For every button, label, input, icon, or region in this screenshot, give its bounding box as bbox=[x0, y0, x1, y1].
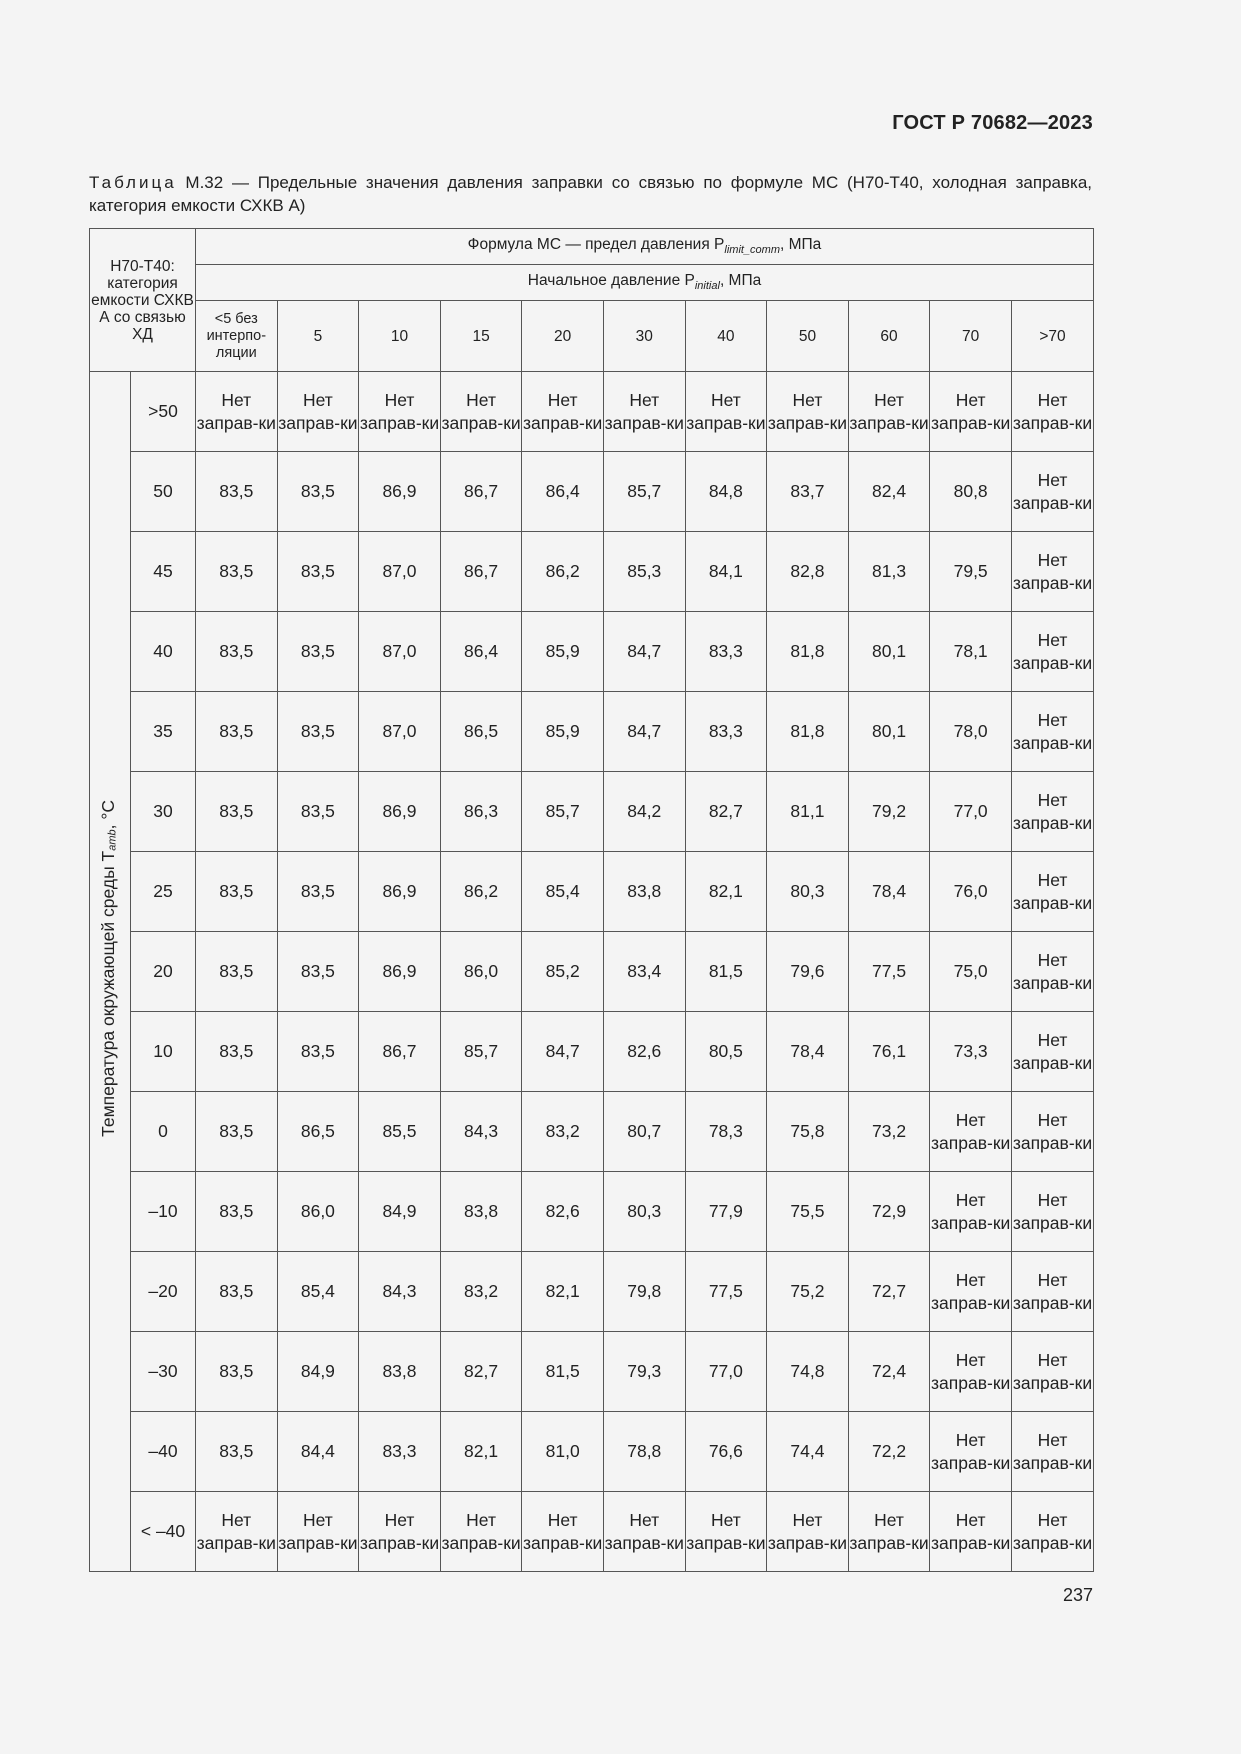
table-row bbox=[90, 452, 1094, 532]
table-cell: 87,0 bbox=[359, 612, 441, 692]
table-cell: 86,5 bbox=[440, 692, 522, 772]
column-header: 40 bbox=[685, 301, 767, 372]
table-cell: 80,5 bbox=[685, 1012, 767, 1092]
column-header: 30 bbox=[603, 301, 685, 372]
column-header: 20 bbox=[522, 301, 604, 372]
table-row bbox=[90, 372, 1094, 452]
table-cell: 82,7 bbox=[440, 1332, 522, 1412]
row-temperature: –40 bbox=[131, 1412, 196, 1492]
table-cell: 85,5 bbox=[359, 1092, 441, 1172]
table-cell: 84,7 bbox=[522, 1012, 604, 1092]
table-cell: Нет заправ-ки bbox=[196, 1492, 278, 1572]
table-cell: 83,5 bbox=[196, 1252, 278, 1332]
table-cell: 84,3 bbox=[440, 1092, 522, 1172]
table-cell: 85,9 bbox=[522, 612, 604, 692]
table-cell: 86,4 bbox=[522, 452, 604, 532]
table-cell: Нет заправ-ки bbox=[1011, 1012, 1093, 1092]
column-header: 5 bbox=[277, 301, 359, 372]
table-row bbox=[90, 612, 1094, 692]
table-cell: 75,2 bbox=[767, 1252, 849, 1332]
table-cell: Нет заправ-ки bbox=[603, 1492, 685, 1572]
row-temperature: 25 bbox=[131, 852, 196, 932]
table-cell: 78,1 bbox=[930, 612, 1012, 692]
table-cell: 81,3 bbox=[848, 532, 930, 612]
caption-text: М.32 — Предельные значения давления заправки со связью по формуле МС (Н70-Т40, холодная заправка, категория емкости СХКВ А) bbox=[89, 173, 1092, 215]
table-cell: 78,3 bbox=[685, 1092, 767, 1172]
table-row bbox=[90, 532, 1094, 612]
table-cell: 84,7 bbox=[603, 612, 685, 692]
table-cell: 85,7 bbox=[522, 772, 604, 852]
row-temperature: –30 bbox=[131, 1332, 196, 1412]
table-cell: 82,7 bbox=[685, 772, 767, 852]
table-cell: 81,0 bbox=[522, 1412, 604, 1492]
table-cell: 76,1 bbox=[848, 1012, 930, 1092]
table-cell: 86,9 bbox=[359, 772, 441, 852]
column-header: 70 bbox=[930, 301, 1012, 372]
table-cell: 86,4 bbox=[440, 612, 522, 692]
column-header: 15 bbox=[440, 301, 522, 372]
table-cell: 85,4 bbox=[522, 852, 604, 932]
table-cell: 80,3 bbox=[603, 1172, 685, 1252]
table-cell: 83,5 bbox=[196, 532, 278, 612]
table-cell: Нет заправ-ки bbox=[848, 1492, 930, 1572]
row-temperature: 35 bbox=[131, 692, 196, 772]
row-temperature: 45 bbox=[131, 532, 196, 612]
table-cell: 86,3 bbox=[440, 772, 522, 852]
table-cell: 77,5 bbox=[685, 1252, 767, 1332]
table-cell: 72,9 bbox=[848, 1172, 930, 1252]
table-cell: 82,4 bbox=[848, 452, 930, 532]
table-cell: Нет заправ-ки bbox=[1011, 772, 1093, 852]
row-temperature: 30 bbox=[131, 772, 196, 852]
column-header: 50 bbox=[767, 301, 849, 372]
table-cell: Нет заправ-ки bbox=[1011, 692, 1093, 772]
table-cell: 78,4 bbox=[767, 1012, 849, 1092]
table-cell: 77,9 bbox=[685, 1172, 767, 1252]
table-cell: 83,3 bbox=[359, 1412, 441, 1492]
table-cell: Нет заправ-ки bbox=[522, 372, 604, 452]
table-cell: 78,4 bbox=[848, 852, 930, 932]
table-cell: 81,1 bbox=[767, 772, 849, 852]
table-cell: 75,8 bbox=[767, 1092, 849, 1172]
table-cell: 77,0 bbox=[685, 1332, 767, 1412]
table-cell: Нет заправ-ки bbox=[1011, 1492, 1093, 1572]
table-cell: 84,2 bbox=[603, 772, 685, 852]
pressure-limits-table bbox=[89, 228, 1094, 1572]
table-cell: 83,5 bbox=[196, 1092, 278, 1172]
table-cell: Нет заправ-ки bbox=[930, 1092, 1012, 1172]
table-cell: 86,9 bbox=[359, 852, 441, 932]
table-cell: Нет заправ-ки bbox=[1011, 612, 1093, 692]
table-row bbox=[90, 1012, 1094, 1092]
table-caption bbox=[89, 171, 1092, 217]
table-cell: 82,6 bbox=[522, 1172, 604, 1252]
table-cell: 87,0 bbox=[359, 532, 441, 612]
table-cell: 77,0 bbox=[930, 772, 1012, 852]
table-cell: 83,5 bbox=[196, 1332, 278, 1412]
column-header: >70 bbox=[1011, 301, 1093, 372]
table-cell: 80,1 bbox=[848, 612, 930, 692]
column-header: <5 без интерпо-ляции bbox=[196, 301, 278, 372]
row-temperature: 50 bbox=[131, 452, 196, 532]
table-cell: 86,9 bbox=[359, 452, 441, 532]
table-cell: Нет заправ-ки bbox=[1011, 532, 1093, 612]
table-cell: 73,3 bbox=[930, 1012, 1012, 1092]
table-cell: 86,7 bbox=[359, 1012, 441, 1092]
table-cell: 81,8 bbox=[767, 612, 849, 692]
table-cell: 83,3 bbox=[685, 612, 767, 692]
table-row bbox=[90, 1252, 1094, 1332]
table-cell: Нет заправ-ки bbox=[440, 1492, 522, 1572]
initial-pressure-header: Начальное давление $P_{initial}$, МПа bbox=[196, 265, 1094, 301]
table-cell: 83,5 bbox=[196, 772, 278, 852]
table-cell: Нет заправ-ки bbox=[848, 372, 930, 452]
table-cell: Нет заправ-ки bbox=[522, 1492, 604, 1572]
table-cell: 85,2 bbox=[522, 932, 604, 1012]
table-cell: 83,5 bbox=[196, 1412, 278, 1492]
table-cell: 85,3 bbox=[603, 532, 685, 612]
table-cell: 80,1 bbox=[848, 692, 930, 772]
table-cell: Нет заправ-ки bbox=[930, 372, 1012, 452]
table-row bbox=[90, 932, 1094, 1012]
table-cell: 83,5 bbox=[277, 772, 359, 852]
row-temperature: 40 bbox=[131, 612, 196, 692]
row-temperature: < –40 bbox=[131, 1492, 196, 1572]
table-cell: Нет заправ-ки bbox=[1011, 1092, 1093, 1172]
row-temperature: 20 bbox=[131, 932, 196, 1012]
caption-prefix: Таблица bbox=[89, 173, 177, 192]
table-cell: Нет заправ-ки bbox=[767, 1492, 849, 1572]
table-cell: 83,5 bbox=[196, 1172, 278, 1252]
table-row bbox=[90, 772, 1094, 852]
table-cell: 83,5 bbox=[196, 692, 278, 772]
row-temperature: –10 bbox=[131, 1172, 196, 1252]
table-cell: 83,5 bbox=[196, 452, 278, 532]
table-cell: 81,5 bbox=[522, 1332, 604, 1412]
table-cell: 76,0 bbox=[930, 852, 1012, 932]
table-cell: Нет заправ-ки bbox=[1011, 932, 1093, 1012]
table-row bbox=[90, 852, 1094, 932]
table-cell: 86,7 bbox=[440, 452, 522, 532]
table-row bbox=[90, 1172, 1094, 1252]
column-header: 10 bbox=[359, 301, 441, 372]
table-cell: 77,5 bbox=[848, 932, 930, 1012]
table-cell: 83,5 bbox=[277, 692, 359, 772]
table-cell: 72,4 bbox=[848, 1332, 930, 1412]
table-cell: Нет заправ-ки bbox=[440, 372, 522, 452]
table-cell: 83,5 bbox=[277, 532, 359, 612]
table-cell: 80,7 bbox=[603, 1092, 685, 1172]
table-cell: 83,2 bbox=[522, 1092, 604, 1172]
table-cell: 86,2 bbox=[440, 852, 522, 932]
table-corner-header: Н70-Т40: категория емкости СХКВ А со связью ХД bbox=[90, 229, 196, 372]
table-cell: 85,4 bbox=[277, 1252, 359, 1332]
table-cell: Нет заправ-ки bbox=[1011, 1412, 1093, 1492]
table-cell: Нет заправ-ки bbox=[1011, 1172, 1093, 1252]
table-cell: 85,9 bbox=[522, 692, 604, 772]
table-cell: 87,0 bbox=[359, 692, 441, 772]
table-cell: 75,0 bbox=[930, 932, 1012, 1012]
table-cell: 82,1 bbox=[685, 852, 767, 932]
table-cell: Нет заправ-ки bbox=[1011, 452, 1093, 532]
table-cell: 72,2 bbox=[848, 1412, 930, 1492]
table-cell: 78,8 bbox=[603, 1412, 685, 1492]
table-cell: 83,5 bbox=[277, 852, 359, 932]
table-cell: 73,2 bbox=[848, 1092, 930, 1172]
table-cell: Нет заправ-ки bbox=[603, 372, 685, 452]
table-cell: 84,1 bbox=[685, 532, 767, 612]
table-cell: 74,4 bbox=[767, 1412, 849, 1492]
table-cell: Нет заправ-ки bbox=[1011, 372, 1093, 452]
table-cell: 82,8 bbox=[767, 532, 849, 612]
table-row bbox=[90, 1092, 1094, 1172]
table-row bbox=[90, 692, 1094, 772]
temperature-axis-label: Температура окружающей среды $T_{amb}$, °C bbox=[90, 372, 131, 1572]
table-cell: 80,3 bbox=[767, 852, 849, 932]
table-row bbox=[90, 1412, 1094, 1492]
table-cell: 84,9 bbox=[359, 1172, 441, 1252]
row-temperature: 10 bbox=[131, 1012, 196, 1092]
table-cell: Нет заправ-ки bbox=[359, 372, 441, 452]
table-cell: Нет заправ-ки bbox=[359, 1492, 441, 1572]
table-cell: 84,7 bbox=[603, 692, 685, 772]
table-cell: Нет заправ-ки bbox=[685, 372, 767, 452]
table-row bbox=[90, 1492, 1094, 1572]
table-cell: 83,2 bbox=[440, 1252, 522, 1332]
table-cell: 86,0 bbox=[440, 932, 522, 1012]
table-cell: Нет заправ-ки bbox=[1011, 1252, 1093, 1332]
table-cell: 80,8 bbox=[930, 452, 1012, 532]
row-temperature: –20 bbox=[131, 1252, 196, 1332]
formula-header: Формула МС — предел давления $P_{limit\_comm}$, МПа bbox=[196, 229, 1094, 265]
table-cell: Нет заправ-ки bbox=[930, 1252, 1012, 1332]
table-cell: Нет заправ-ки bbox=[1011, 852, 1093, 932]
table-cell: 84,8 bbox=[685, 452, 767, 532]
table-cell: 82,6 bbox=[603, 1012, 685, 1092]
table-cell: 81,8 bbox=[767, 692, 849, 772]
table-cell: 72,7 bbox=[848, 1252, 930, 1332]
table-cell: 74,8 bbox=[767, 1332, 849, 1412]
table-cell: 83,5 bbox=[196, 612, 278, 692]
document-code: ГОСТ Р 70682—2023 bbox=[892, 112, 1093, 134]
table-cell: 83,7 bbox=[767, 452, 849, 532]
table-cell: 84,4 bbox=[277, 1412, 359, 1492]
table-cell: 84,9 bbox=[277, 1332, 359, 1412]
table-cell: 79,2 bbox=[848, 772, 930, 852]
table-cell: 83,5 bbox=[196, 932, 278, 1012]
table-cell: 79,6 bbox=[767, 932, 849, 1012]
row-temperature: >50 bbox=[131, 372, 196, 452]
table-cell: Нет заправ-ки bbox=[767, 372, 849, 452]
table-cell: 83,4 bbox=[603, 932, 685, 1012]
table-cell: 86,5 bbox=[277, 1092, 359, 1172]
table-cell: 79,3 bbox=[603, 1332, 685, 1412]
table-cell: 85,7 bbox=[603, 452, 685, 532]
table-cell: Нет заправ-ки bbox=[930, 1412, 1012, 1492]
table-cell: 83,5 bbox=[277, 612, 359, 692]
table-cell: 75,5 bbox=[767, 1172, 849, 1252]
table-cell: 83,5 bbox=[196, 852, 278, 932]
table-cell: 83,8 bbox=[440, 1172, 522, 1252]
table-cell: 83,8 bbox=[359, 1332, 441, 1412]
column-header: 60 bbox=[848, 301, 930, 372]
table-cell: Нет заправ-ки bbox=[930, 1332, 1012, 1412]
table-cell: 84,3 bbox=[359, 1252, 441, 1332]
table-cell: Нет заправ-ки bbox=[277, 1492, 359, 1572]
table-cell: Нет заправ-ки bbox=[1011, 1332, 1093, 1412]
table-cell: 83,3 bbox=[685, 692, 767, 772]
table-row bbox=[90, 1332, 1094, 1412]
table-cell: 79,5 bbox=[930, 532, 1012, 612]
table-cell: 83,5 bbox=[196, 1012, 278, 1092]
table-cell: 82,1 bbox=[522, 1252, 604, 1332]
row-temperature: 0 bbox=[131, 1092, 196, 1172]
table-cell: 85,7 bbox=[440, 1012, 522, 1092]
page-number: 237 bbox=[1062, 1585, 1093, 1605]
table-cell: Нет заправ-ки bbox=[930, 1492, 1012, 1572]
table-cell: 86,7 bbox=[440, 532, 522, 612]
table-cell: Нет заправ-ки bbox=[930, 1172, 1012, 1252]
table-cell: Нет заправ-ки bbox=[277, 372, 359, 452]
table-cell: 86,0 bbox=[277, 1172, 359, 1252]
table-cell: Нет заправ-ки bbox=[685, 1492, 767, 1572]
table-cell: 76,6 bbox=[685, 1412, 767, 1492]
table-cell: Нет заправ-ки bbox=[196, 372, 278, 452]
table-cell: 82,1 bbox=[440, 1412, 522, 1492]
table-cell: 81,5 bbox=[685, 932, 767, 1012]
table-cell: 78,0 bbox=[930, 692, 1012, 772]
table-cell: 83,5 bbox=[277, 452, 359, 532]
table-cell: 86,2 bbox=[522, 532, 604, 612]
table-cell: 83,8 bbox=[603, 852, 685, 932]
table-cell: 79,8 bbox=[603, 1252, 685, 1332]
table-cell: 83,5 bbox=[277, 1012, 359, 1092]
table-cell: 86,9 bbox=[359, 932, 441, 1012]
table-cell: 83,5 bbox=[277, 932, 359, 1012]
